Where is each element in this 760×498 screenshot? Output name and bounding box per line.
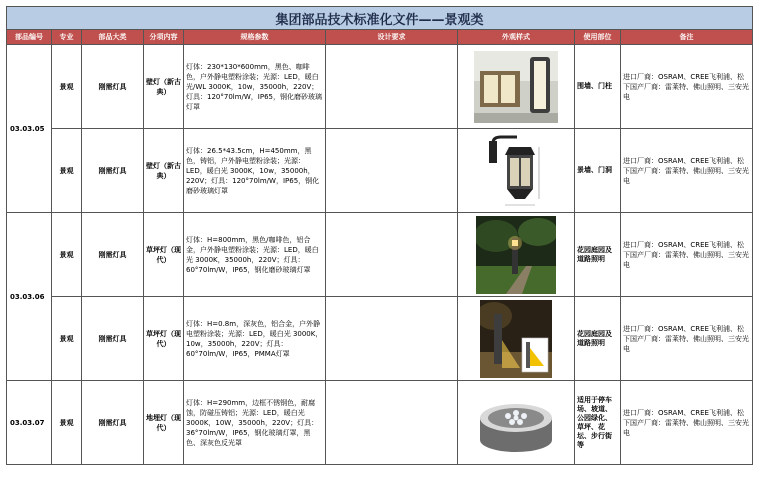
spec-cell: 灯体：H=290mm，边框不锈钢色，耐腐蚀，防碰压铸铝；光源：LED，暖白光 3000K，10W，35000h，220V；灯具：36°70lm/W，IP65，钢化玻璃灯罩，黑色、深灰色反光罩 <box>184 381 326 465</box>
header-appearance: 外观样式 <box>458 30 575 45</box>
specialty-cell: 景观 <box>52 381 82 465</box>
location-cell: 景墙、门洞 <box>575 129 621 213</box>
design-cell <box>326 129 458 213</box>
subcategory-cell: 草坪灯（现代） <box>144 213 184 297</box>
table-row <box>7 45 753 129</box>
spec-sheet <box>6 6 758 486</box>
bollard-lamp-photo <box>480 300 552 378</box>
category-cell: 刚需灯具 <box>82 381 144 465</box>
table-row <box>7 129 753 213</box>
header-row <box>7 30 753 45</box>
header-remarks: 备注 <box>621 30 753 45</box>
location-cell: 适用于停车场、坡道、公园绿化、草坪、花坛、步行街等 <box>575 381 621 465</box>
header-subcategory: 分项内容 <box>144 30 184 45</box>
remarks-cell: 进口厂商：OSRAM、CREE飞利浦、松下国产厂商：雷莱特、佛山照明、三安光电 <box>621 129 753 213</box>
spec-cell: 灯体：H=0.8m，深灰色，铝合金，户外静电塑粉涂装；光源：LED，暖白光 3000K，10w，35000h，220V；灯具：60°70lm/W，IP65，PMMA灯罩 <box>184 297 326 381</box>
header-specialty: 专业 <box>52 30 82 45</box>
category-cell: 刚需灯具 <box>82 129 144 213</box>
header-location: 使用部位 <box>575 30 621 45</box>
inground-lamp-photo <box>476 384 556 462</box>
table-row <box>7 381 753 465</box>
page-title: 集团部品技术标准化文件——景观类 <box>7 7 753 30</box>
spec-table <box>6 6 753 465</box>
specialty-cell: 景观 <box>52 129 82 213</box>
appearance-cell <box>458 381 575 465</box>
category-cell: 刚需灯具 <box>82 297 144 381</box>
location-cell: 花园庭园及道路照明 <box>575 297 621 381</box>
header-category: 部品大类 <box>82 30 144 45</box>
header-code: 部品编号 <box>7 30 52 45</box>
design-cell <box>326 297 458 381</box>
appearance-cell <box>458 45 575 129</box>
lantern-lamp-photo <box>481 133 551 209</box>
category-cell: 刚需灯具 <box>82 45 144 129</box>
remarks-cell: 进口厂商：OSRAM、CREE飞利浦、松下国产厂商：雷莱特、佛山照明、三安光电 <box>621 297 753 381</box>
remarks-cell: 进口厂商：OSRAM、CREE飞利浦、松下国产厂商：雷莱特、佛山照明、三安光电 <box>621 45 753 129</box>
appearance-cell <box>458 213 575 297</box>
spec-cell: 灯体：H=800mm，黑色/咖啡色，铝合金，户外静电塑粉涂装；光源：LED，暖白光 3000K，35000h，220V；灯具：60°70lm/W，IP65，钢化磨砂玻璃灯罩 <box>184 213 326 297</box>
wall-lamp-photo <box>474 51 558 123</box>
part-code: 03.03.05 <box>7 45 52 213</box>
header-design: 设计要求 <box>326 30 458 45</box>
specialty-cell: 景观 <box>52 45 82 129</box>
header-spec: 规格参数 <box>184 30 326 45</box>
category-cell: 刚需灯具 <box>82 213 144 297</box>
part-code: 03.03.07 <box>7 381 52 465</box>
design-cell <box>326 381 458 465</box>
subcategory-cell: 壁灯（新古典） <box>144 129 184 213</box>
remarks-cell: 进口厂商：OSRAM、CREE飞利浦、松下国产厂商：雷莱特、佛山照明、三安光电 <box>621 213 753 297</box>
subcategory-cell: 壁灯（新古典） <box>144 45 184 129</box>
specialty-cell: 景观 <box>52 213 82 297</box>
location-cell: 花园庭园及道路照明 <box>575 213 621 297</box>
design-cell <box>326 213 458 297</box>
appearance-cell <box>458 129 575 213</box>
table-row <box>7 213 753 297</box>
subcategory-cell: 地埋灯（现代） <box>144 381 184 465</box>
location-cell: 围墙、门柱 <box>575 45 621 129</box>
remarks-cell: 进口厂商：OSRAM、CREE飞利浦、松下国产厂商：雷莱特、佛山照明、三安光电 <box>621 381 753 465</box>
design-cell <box>326 45 458 129</box>
table-row <box>7 297 753 381</box>
lawn-lamp-photo <box>476 216 556 294</box>
specialty-cell: 景观 <box>52 297 82 381</box>
spec-cell: 灯体：230*130*600mm，黑色、咖啡色，户外静电塑粉涂装；光源：LED，暖白光/WL 3000K，10w，35000h，220V；灯具：120°70lm/W，IP65，钢化磨砂玻璃灯罩 <box>184 45 326 129</box>
spec-cell: 灯体：26.5*43.5cm，H=450mm，黑色，铸铝，户外静电塑粉涂装；光源：LED，暖白光 3000K，10w，35000h，220V；灯具：120°70lm/W，IP65，钢化磨砂玻璃灯罩 <box>184 129 326 213</box>
subcategory-cell: 草坪灯（现代） <box>144 297 184 381</box>
part-code: 03.03.06 <box>7 213 52 381</box>
appearance-cell <box>458 297 575 381</box>
